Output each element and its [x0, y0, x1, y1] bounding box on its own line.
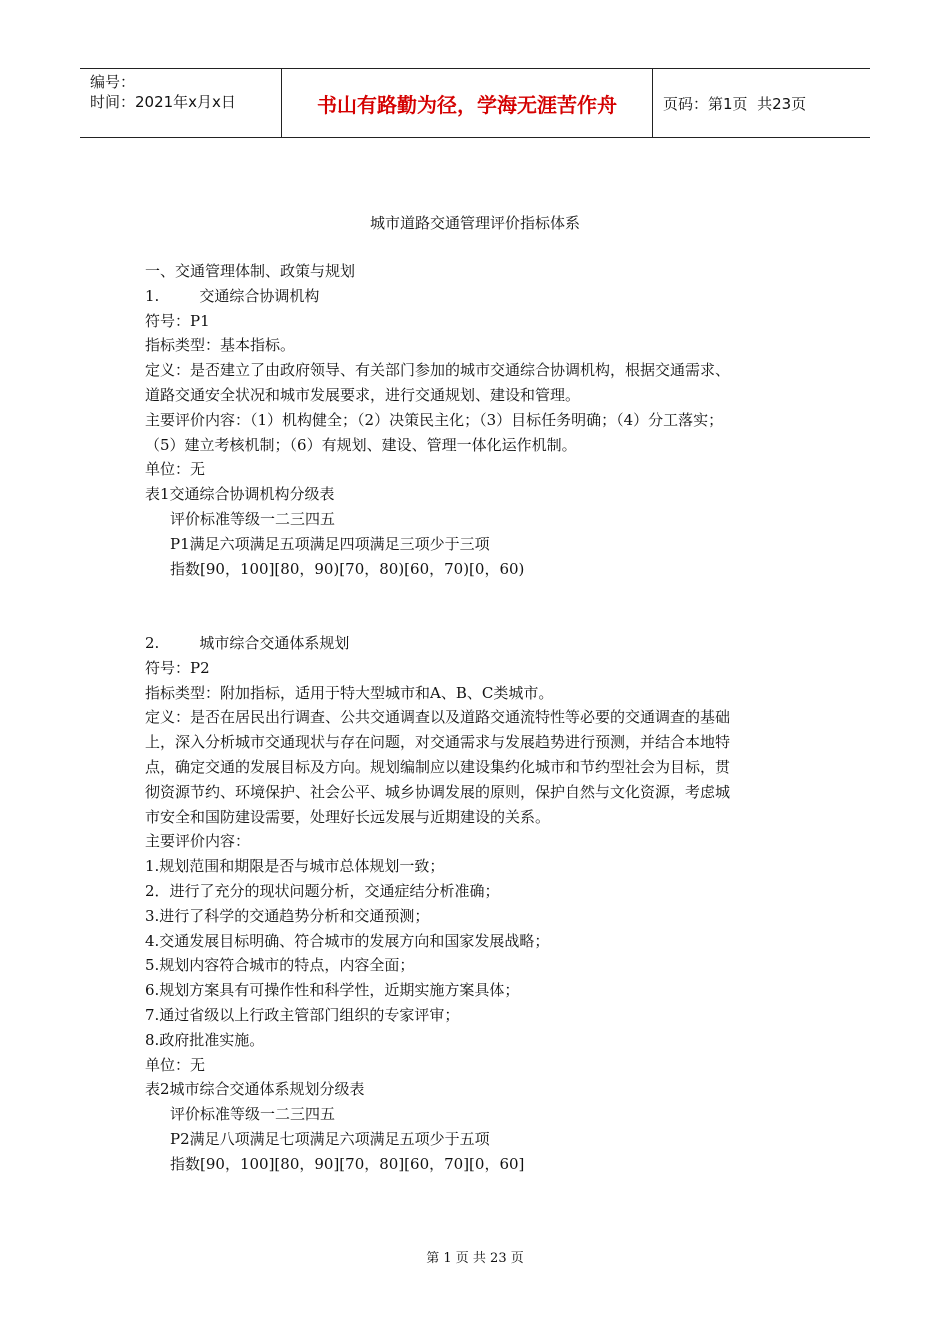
evaluation-item: 3.进行了科学的交通趋势分析和交通预测； [145, 906, 430, 925]
table-row: 指数[90，100][80，90][70，80][60，70][0，60] [170, 1154, 525, 1173]
document-body [145, 259, 825, 1176]
type-line: 指标类型：附加指标，适用于特大型城市和A、B、C类城市。 [145, 683, 554, 702]
header-slogan: 书山有路勤为径，学海无涯苦作舟 [317, 92, 617, 117]
item-heading [145, 284, 825, 309]
time-label: 时间：2021年x月x日 [90, 93, 236, 111]
unit-line: 单位：无 [145, 1055, 206, 1074]
table-row: 评价标准等级一二三四五 [170, 1105, 336, 1124]
document-header [80, 68, 870, 138]
evaluation-item: 2．进行了充分的现状问题分析，交通症结分析准确； [145, 881, 500, 900]
definition-line: 市安全和国防建设需要，处理好长远发展与近期建设的关系。 [145, 807, 551, 826]
table-row: 指数[90，100][80，90)[70，80)[60，70)[0，60) [170, 559, 525, 578]
document-title: 城市道路交通管理评价指标体系 [369, 214, 580, 232]
table-row: 评价标准等级一二三四五 [170, 509, 336, 528]
table-caption: 表2城市综合交通体系规划分级表 [145, 1080, 365, 1099]
symbol-line: 符号：P1 [145, 311, 210, 330]
item-name: 交通综合协调机构 [199, 286, 320, 305]
number-label: 编号： [90, 73, 136, 91]
evaluation-item: 1.规划范围和期限是否与城市总体规划一致； [145, 857, 445, 876]
unit-line: 单位：无 [145, 460, 206, 479]
evaluation-item: 7.通过省级以上行政主管部门组织的专家评审； [145, 1005, 460, 1024]
item-number: 2. [145, 633, 160, 652]
definition-line: 道路交通安全状况和城市发展要求，进行交通规划、建设和管理。 [145, 385, 581, 404]
evaluation-item: 8.政府批准实施。 [145, 1030, 265, 1049]
header-meta [80, 69, 280, 137]
symbol-line: 符号：P2 [145, 658, 210, 677]
header-page-label: 页码：第1页 共23页 [663, 94, 807, 113]
evaluation-line: 主要评价内容：（1）机构健全；（2）决策民主化；（3）目标任务明确；（4）分工落实； [145, 410, 724, 429]
definition-line: 彻资源节约、环境保护、社会公平、城乡协调发展的原则，保护自然与文化资源，考虑城 [145, 782, 731, 801]
evaluation-line: （5）建立考核机制；（6）有规划、建设、管理一体化运作机制。 [145, 435, 577, 454]
definition-line: 定义：是否建立了由政府领导、有关部门参加的城市交通综合协调机构，根据交通需求、 [145, 361, 731, 380]
evaluation-item: 5.规划内容符合城市的特点，内容全面； [145, 956, 415, 975]
evaluation-item: 6.规划方案具有可操作性和科学性，近期实施方案具体； [145, 981, 520, 1000]
table-caption: 表1交通综合协调机构分级表 [145, 485, 335, 504]
definition-line: 定义：是否在居民出行调查、公共交通调查以及道路交通流特性等必要的交通调查的基础 [145, 708, 731, 727]
table-row: P2满足八项满足七项满足六项满足五项少于五项 [170, 1129, 490, 1148]
header-divider [652, 69, 653, 137]
definition-line: 点，确定交通的发展目标及方向。规划编制应以建设集约化城市和节约型社会为目标，贯 [145, 757, 731, 776]
item-name: 城市综合交通体系规划 [199, 633, 350, 652]
type-line: 指标类型：基本指标。 [145, 336, 296, 355]
table-row: P1满足六项满足五项满足四项满足三项少于三项 [170, 534, 490, 553]
definition-line: 上，深入分析城市交通现状与存在问题，对交通需求与发展趋势进行预测，并结合本地特 [145, 733, 731, 752]
evaluation-item: 4.交通发展目标明确、符合城市的发展方向和国家发展战略； [145, 931, 550, 950]
section-heading: 一、交通管理体制、政策与规划 [145, 262, 356, 280]
item-heading [145, 631, 825, 656]
page-footer: 第 1 页 共 23 页 [426, 1251, 524, 1266]
item-number: 1. [145, 286, 160, 305]
evaluation-heading: 主要评价内容： [145, 832, 251, 851]
